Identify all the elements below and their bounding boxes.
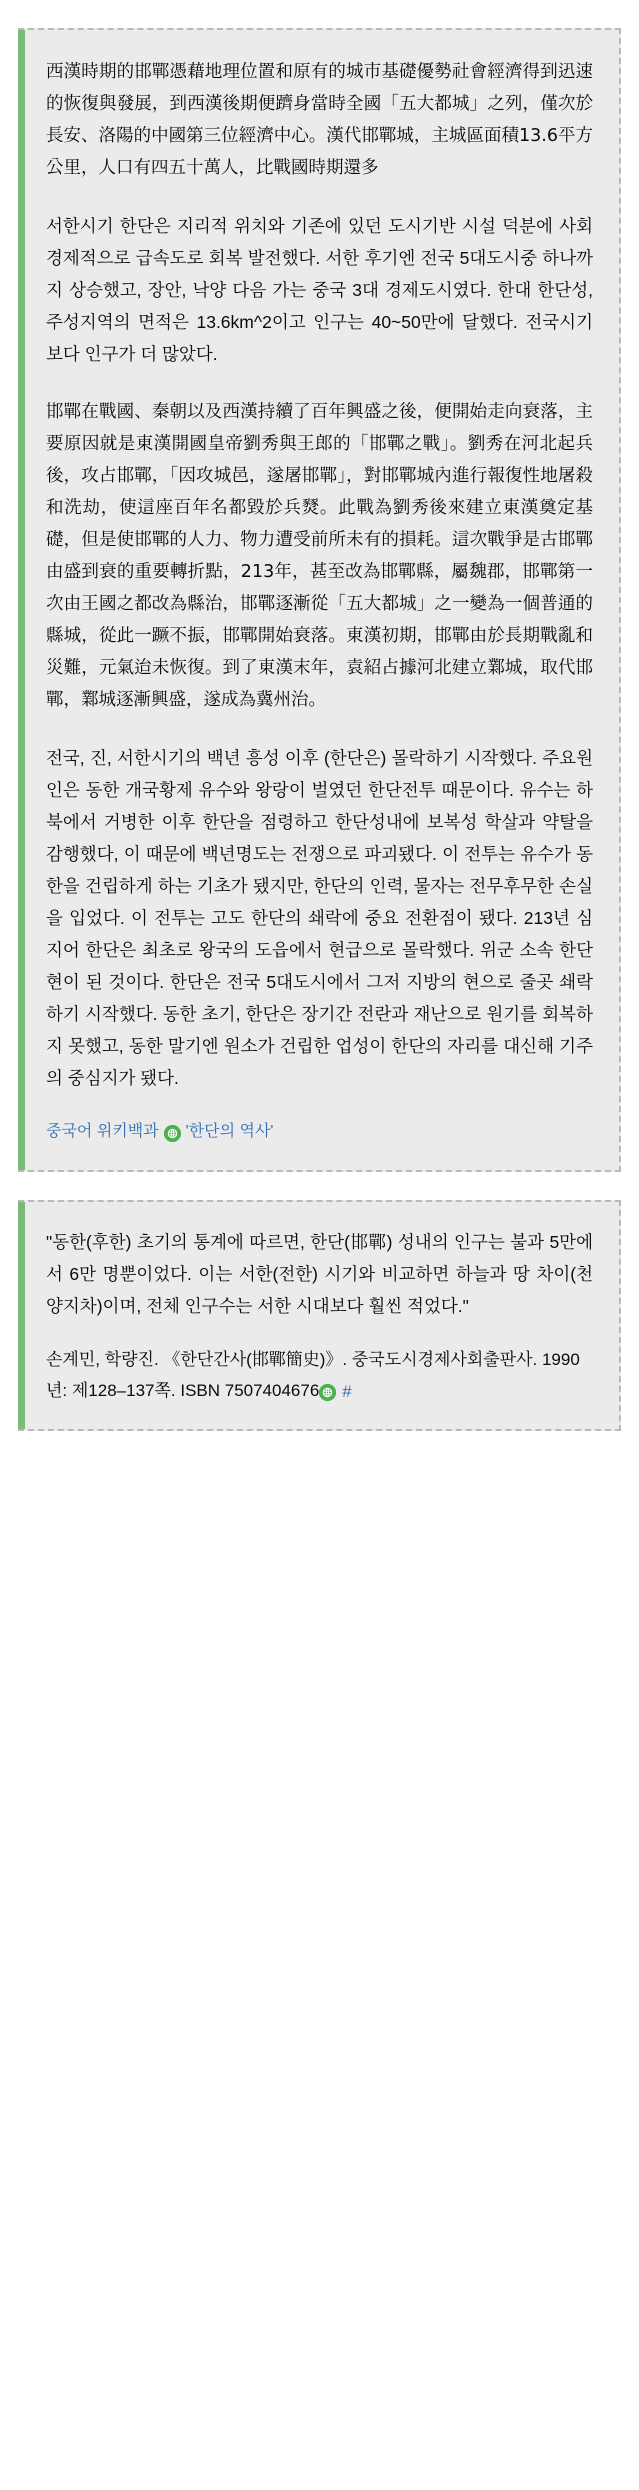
paragraph-zh-han-prosperity: 西漢時期的邯鄲憑藉地理位置和原有的城市基礎優勢社會經濟得到迅速的恢復與發展，到西漢後期便躋身當時全國「五大都城」之列，僅次於長安、洛陽的中國第三位經濟中心。漢代邯鄲城，主城區面積13.6平方公里，人口有四五十萬人，比戰國時期還多 [46,62,593,178]
source-site-link[interactable]: 중국어 위키백과 [46,1123,159,1140]
citation-reference [46,1344,593,1407]
citation-icons [319,1376,351,1407]
paragraph-ko-han-prosperity: 서한시기 한단은 지리적 위치와 기존에 있던 도시기반 시설 덕분에 사회경제적으로 급속도로 회복 발전했다. 서한 후기엔 전국 5대도시중 하나까지 상승했고, 장안, 낙양 다음 가는 중국 3대 경제도시였다. 한대 한단성, 주성지역의 면적은 13.6km^2이고 인구는 40~50만에 달했다. 전국시기보다 인구가 더 많았다. [46,216,593,364]
citation-text: 손계민, 학량진. 《한단간사(邯鄲簡史)》. 중국도시경제사회출판사. 1990년: 제128–137쪽. ISBN 7507404676 [46,1350,580,1400]
interlanguage-link-icon[interactable] [319,1384,336,1401]
population-statistics-quote-card [18,1200,621,1431]
interlanguage-link-icon [164,1125,181,1142]
paragraph-zh-han-decline: 邯鄲在戰國、秦朝以及西漢持續了百年興盛之後，便開始走向衰落，主要原因就是東漢開國皇帝劉秀與王郎的「邯鄲之戰」。劉秀在河北起兵後，攻占邯鄲，「因攻城邑，遂屠邯鄲」，對邯鄲城內進行報復性地屠殺和洗劫，使這座百年名都毀於兵燹。此戰為劉秀後來建立東漢奠定基礎，但是使邯鄲的人力、物力遭受前所未有的損耗。這次戰爭是古邯鄲由盛到衰的重要轉折點，213年，甚至改為邯鄲縣，屬魏郡，邯鄲第一次由王國之都改為縣治，邯鄲逐漸從「五大都城」之一變為一個普通的縣城，從此一蹶不振，邯鄲開始衰落。東漢初期，邯鄲由於長期戰亂和災難，元氣迨未恢復。到了東漢末年，袁紹占據河北建立鄴城，取代邯鄲，鄴城逐漸興盛，遂成為冀州治。 [46,402,593,710]
paragraph-ko-han-decline: 전국, 진, 서한시기의 백년 흥성 이후 (한단은) 몰락하기 시작했다. 주요원인은 동한 개국황제 유수와 왕랑이 벌였던 한단전투 때문이다. 유수는 하북에서 거병한 이후 한단을 점령하고 한단성내에 보복성 학살과 약탈을 감행했다, 이 때문에 백년명도는 전쟁으로 파괴됐다. 이 전투는 유수가 동한을 건립하게 하는 기초가 됐지만, 한단의 인력, 물자는 전무후무한 손실을 입었다. 이 전투는 고도 한단의 쇄락에 중요 전환점이 됐다. 213년 심지어 한단은 최초로 왕국의 도읍에서 현급으로 몰락했다. 위군 소속 한단현이 된 것이다. 한단은 전국 5대도시에서 그저 지방의 현으로 줄곳 쇄락하기 시작했다. 동한 초기, 한단은 장기간 전란과 재난으로 원기를 회복하지 못했고, 동한 말기엔 원소가 건립한 업성이 한단의 자리를 대신해 기주의 중심지가 됐다. [46,748,593,1088]
source-article-link[interactable]: '한단의 역사' [185,1123,274,1140]
quote-population-statistics: "동한(후한) 초기의 통계에 따르면, 한단(邯鄲) 성내의 인구는 불과 5만에서 6만 명뿐이었다. 이는 서한(전한) 시기와 비교하면 하늘과 땅 차이(천양지차)이며, 전체 인구수는 서한 시대보다 훨씬 적었다." [46,1232,593,1316]
anchor-hash-link[interactable]: # [342,1382,352,1402]
source-attribution [46,1120,593,1144]
history-quote-card [18,28,621,1172]
